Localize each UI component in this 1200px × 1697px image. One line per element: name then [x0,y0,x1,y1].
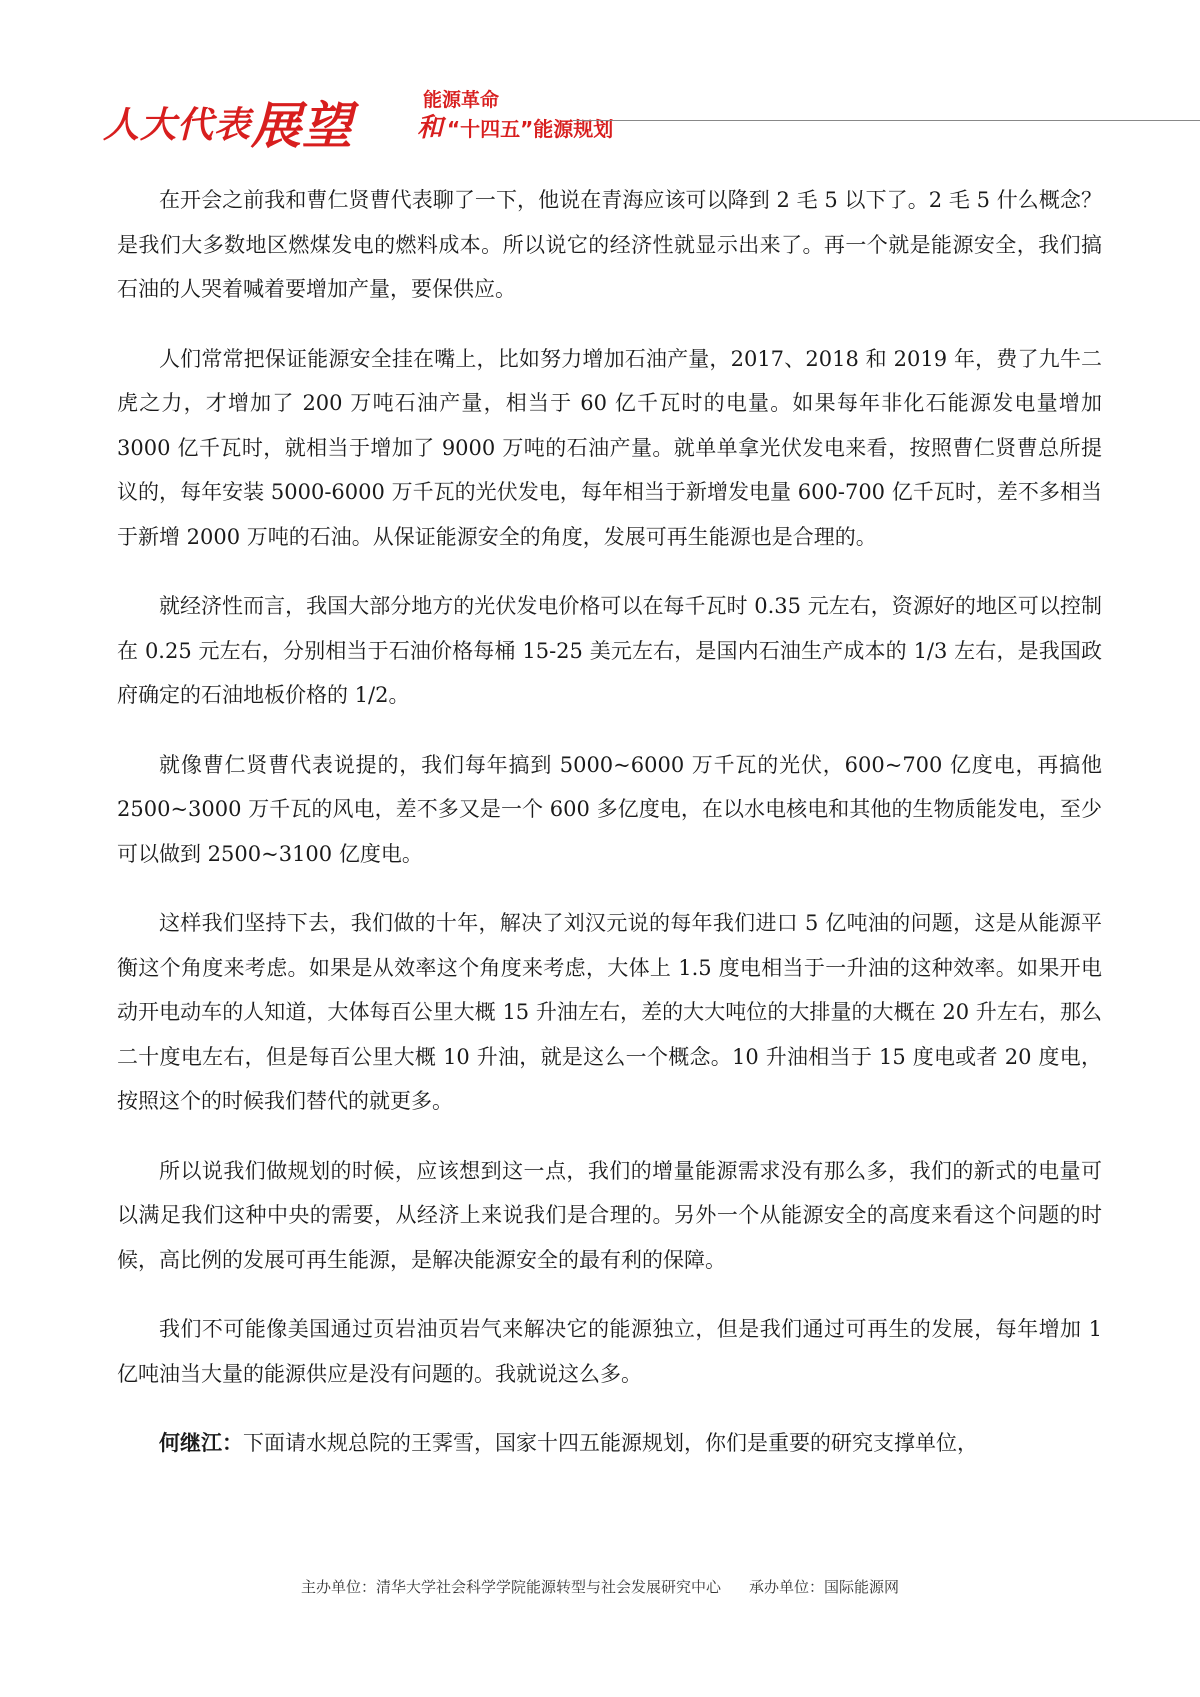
paragraph: 在开会之前我和曹仁贤曹代表聊了一下，他说在青海应该可以降到 2 毛 5 以下了。2 毛 5 什么概念？是我们大多数地区燃煤发电的燃料成本。所以说它的经济性就显示出来了。再一个就是能源安全，我们搞石油的人哭着喊着要增加产量，要保供应。 [117,188,1102,301]
paragraph: 所以说我们做规划的时候，应该想到这一点，我们的增量能源需求没有那么多，我们的新式的电量可以满足我们这种中央的需要，从经济上来说我们是合理的。另外一个从能源安全的高度来看这个问题的时候，高比例的发展可再生能源，是解决能源安全的最有利的保障。 [117,1158,1102,1272]
header-logo-subtitle [417,86,614,143]
paragraph: 就经济性而言，我国大部分地方的光伏发电价格可以在每千瓦时 0.35 元左右，资源好的地区可以控制在 0.25 元左右，分别相当于石油价格每桶 15-25 美元左右，是国内石油生产成本的 1/3 左右，是我国政府确定的石油地板价格的 1/2。 [117,594,1102,707]
page-header [103,70,1103,155]
logo-prefix: 人大代表 [103,105,252,146]
document-body [117,178,1102,1491]
paragraph: 人们常常把保证能源安全挂在嘴上，比如努力增加石油产量，2017、2018 和 2019 年，费了九牛二虎之力，才增加了 200 万吨石油产量，相当于 60 亿千瓦时的电量。如果每年非化石能源发电量增加 3000 亿千瓦时，就相当于增加了 9000 万吨的石油产量。就单单拿光伏发电来看，按照曹仁贤曹总所提议的，每年安装 5000-6000 万千瓦的光伏发电，每年相当于新增发电量 600-700 亿千瓦时，差不多相当于新增 2000 万吨的石油。从保证能源安全的角度，发展可再生能源也是合理的。 [117,346,1102,549]
speaker-paragraph [117,1421,1102,1466]
header-logo-title [103,80,354,155]
logo-big-text: 展望 [251,97,354,155]
paragraph: 我们不可能像美国通过页岩油页岩气来解决它的能源独立，但是我们通过可再生的发展，每年增加 1 亿吨油当大量的能源供应是没有问题的。我就说这么多。 [117,1317,1102,1386]
logo-subtitle-he: 和 [417,113,444,143]
speaker-name: 何继江： [159,1430,243,1455]
logo-subtitle-rest: “十四五”能源规划 [447,117,614,141]
header-divider [573,120,1200,121]
footer-organizer: 主办单位：清华大学社会科学学院能源转型与社会发展研究中心 [300,1578,721,1596]
paragraph: 这样我们坚持下去，我们做的十年，解决了刘汉元说的每年我们进口 5 亿吨油的问题，这是从能源平衡这个角度来考虑。如果是从效率这个角度来考虑，大体上 1.5 度电相当于一升油的这种效率。如果开电动开电动车的人知道，大体每百公里大概 15 升油左右，差的大大吨位的大排量的大概在 20 升左右，那么二十度电左右，但是每百公里大概 10 升油，就是这么一个概念。10 升油相当于 15 度电或者 20 度电，按照这个的时候我们替代的就更多。 [117,911,1102,1113]
speaker-text: 下面请水规总院的王霁雪，国家十四五能源规划，你们是重要的研究支撑单位， [243,1431,978,1455]
logo-subtitle-line1: 能源革命 [423,89,500,111]
page-footer [0,1576,1200,1597]
footer-co-organizer: 承办单位：国际能源网 [749,1578,900,1596]
logo-subtitle-line2 [417,114,613,143]
paragraph: 就像曹仁贤曹代表说提的，我们每年搞到 5000~6000 万千瓦的光伏，600~700 亿度电，再搞他 2500~3000 万千瓦的风电，差不多又是一个 600 多亿度电，在以水电核电和其他的生物质能发电，至少可以做到 2500~3100 亿度电。 [117,752,1102,866]
